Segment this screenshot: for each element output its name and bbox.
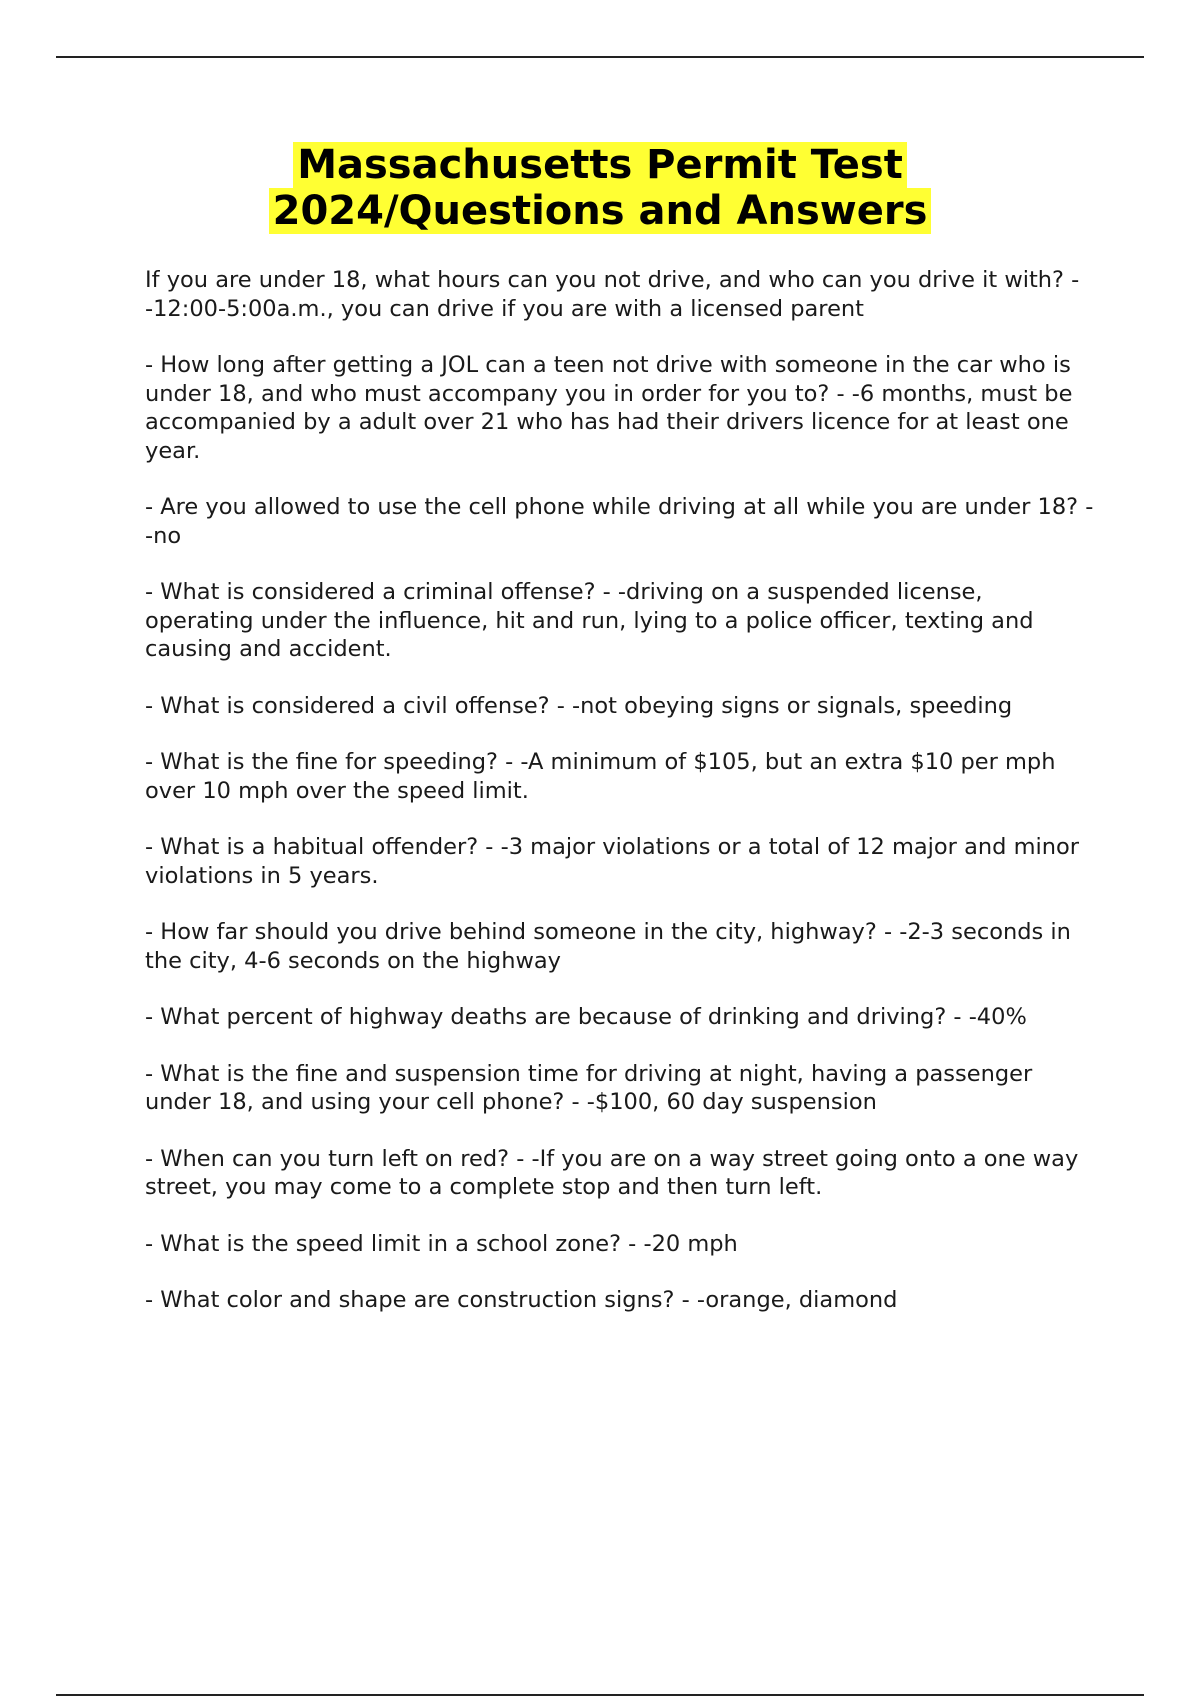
- qa-item: - How far should you drive behind someone in the city, highway? - -2-3 seconds in the city, 4-6 seconds on the highway: [145, 919, 1071, 974]
- qa-item: - How long after getting a JOL can a teen not drive with someone in the car who is under 18, and who must accompany you in order for you to? - -6 months, must be accompanied by a adult over 21 who has had their drivers licence for at least one year.: [145, 352, 1073, 464]
- qa-item: - What percent of highway deaths are because of drinking and driving? - -40%: [145, 1004, 1027, 1030]
- qa-item: - What color and shape are construction signs? - -orange, diamond: [145, 1287, 898, 1313]
- page-title: [0, 142, 1200, 234]
- qa-item: - Are you allowed to use the cell phone while driving at all while you are under 18? - -no: [145, 494, 1094, 549]
- title-line-2: 2024/Questions and Answers: [269, 188, 932, 234]
- qa-item: - When can you turn left on red? - -If you are on a way street going onto a one way street, you may come to a complete stop and then turn left.: [145, 1145, 1079, 1200]
- qa-item: - What is the fine for speeding? - -A minimum of $105, but an extra $10 per mph over 10 mph over the speed limit.: [145, 749, 1056, 804]
- title-line-1: Massachusetts Permit Test: [293, 142, 907, 188]
- qa-list: [145, 266, 1095, 1343]
- qa-item: - What is considered a criminal offense? - -driving on a suspended license, operating under the influence, hit and run, lying to a police officer, texting and causing and accident.: [145, 579, 1034, 662]
- bottom-divider: [56, 1694, 1144, 1696]
- qa-item: - What is the fine and suspension time for driving at night, having a passenger under 18, and using your cell phone? - -$100, 60 day suspension: [145, 1060, 1033, 1115]
- top-divider: [56, 56, 1144, 58]
- qa-item: - What is considered a civil offense? - -not obeying signs or signals, speeding: [145, 692, 1013, 719]
- qa-item: - What is the speed limit in a school zone? - -20 mph: [145, 1230, 738, 1257]
- qa-item: If you are under 18, what hours can you not drive, and who can you drive it with? - -12:00-5:00a.m., you can drive if you are with a licensed parent: [145, 267, 1080, 322]
- qa-item: - What is a habitual offender? - -3 major violations or a total of 12 major and minor violations in 5 years.: [145, 834, 1080, 889]
